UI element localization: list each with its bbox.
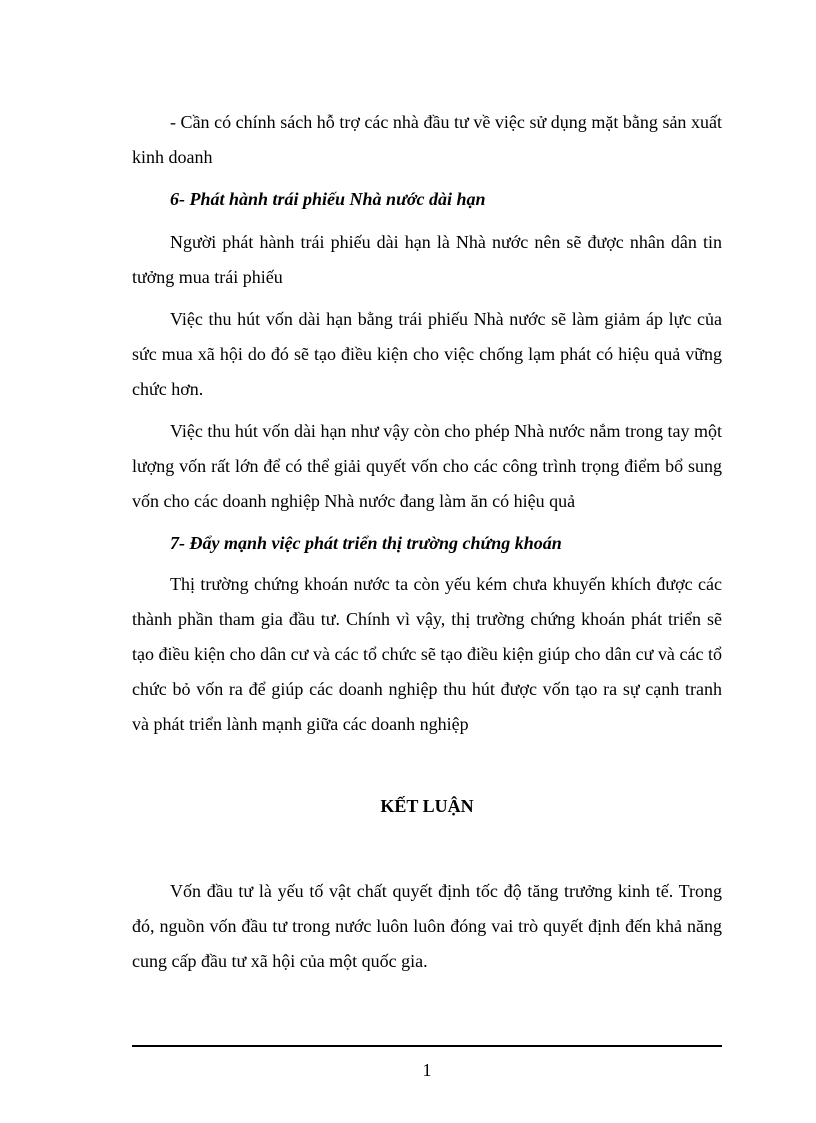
paragraph-conclusion: Vốn đầu tư là yếu tố vật chất quyết định tốc độ tăng trưởng kinh tế. Trong đó, nguồn vốn đầu tư trong nước luôn luôn đóng vai trò quyết định đến khả năng cung cấp đầu tư xã hội của một quốc gia. (132, 881, 722, 971)
paragraph-bond-capital: Việc thu hút vốn dài hạn như vậy còn cho phép Nhà nước nắm trong tay một lượng vốn rất lớn để có thể giải quyết vốn cho các công trình trọng điểm bổ sung vốn cho các doanh nghiệp Nhà nước đang làm ăn có hiệu quả (132, 421, 722, 511)
conclusion-title: KẾT LUẬN (380, 796, 474, 816)
heading-section-6: 6- Phát hành trái phiếu Nhà nước dài hạn (170, 189, 486, 209)
footer-divider (132, 1045, 722, 1047)
paragraph-bond-inflation: Việc thu hút vốn dài hạn bằng trái phiếu Nhà nước sẽ làm giảm áp lực của sức mua xã hội do đó sẽ tạo điều kiện cho việc chống lạm phát có hiệu quả vững chức hơn. (132, 309, 722, 399)
paragraph-investment-support: - Cần có chính sách hỗ trợ các nhà đầu tư về việc sử dụng mặt bằng sản xuất kinh doanh (132, 112, 722, 167)
page-number: 1 (422, 1060, 432, 1080)
paragraph-bond-trust: Người phát hành trái phiếu dài hạn là Nhà nước nên sẽ được nhân dân tin tưởng mua trái phiếu (132, 232, 722, 287)
paragraph-stock-market: Thị trường chứng khoán nước ta còn yếu kém chưa khuyến khích được các thành phần tham gia đầu tư. Chính vì vậy, thị trường chứng khoán phát triển sẽ tạo điều kiện cho dân cư và các tổ chức sẽ tạo điều kiện giúp cho dân cư và các tổ chức bỏ vốn ra để giúp các doanh nghiệp thu hút được vốn tạo ra sự cạnh tranh và phát triển lành mạnh giữa các doanh nghiệp (132, 574, 722, 734)
heading-section-7: 7- Đẩy mạnh việc phát triển thị trường chứng khoán (170, 533, 562, 553)
